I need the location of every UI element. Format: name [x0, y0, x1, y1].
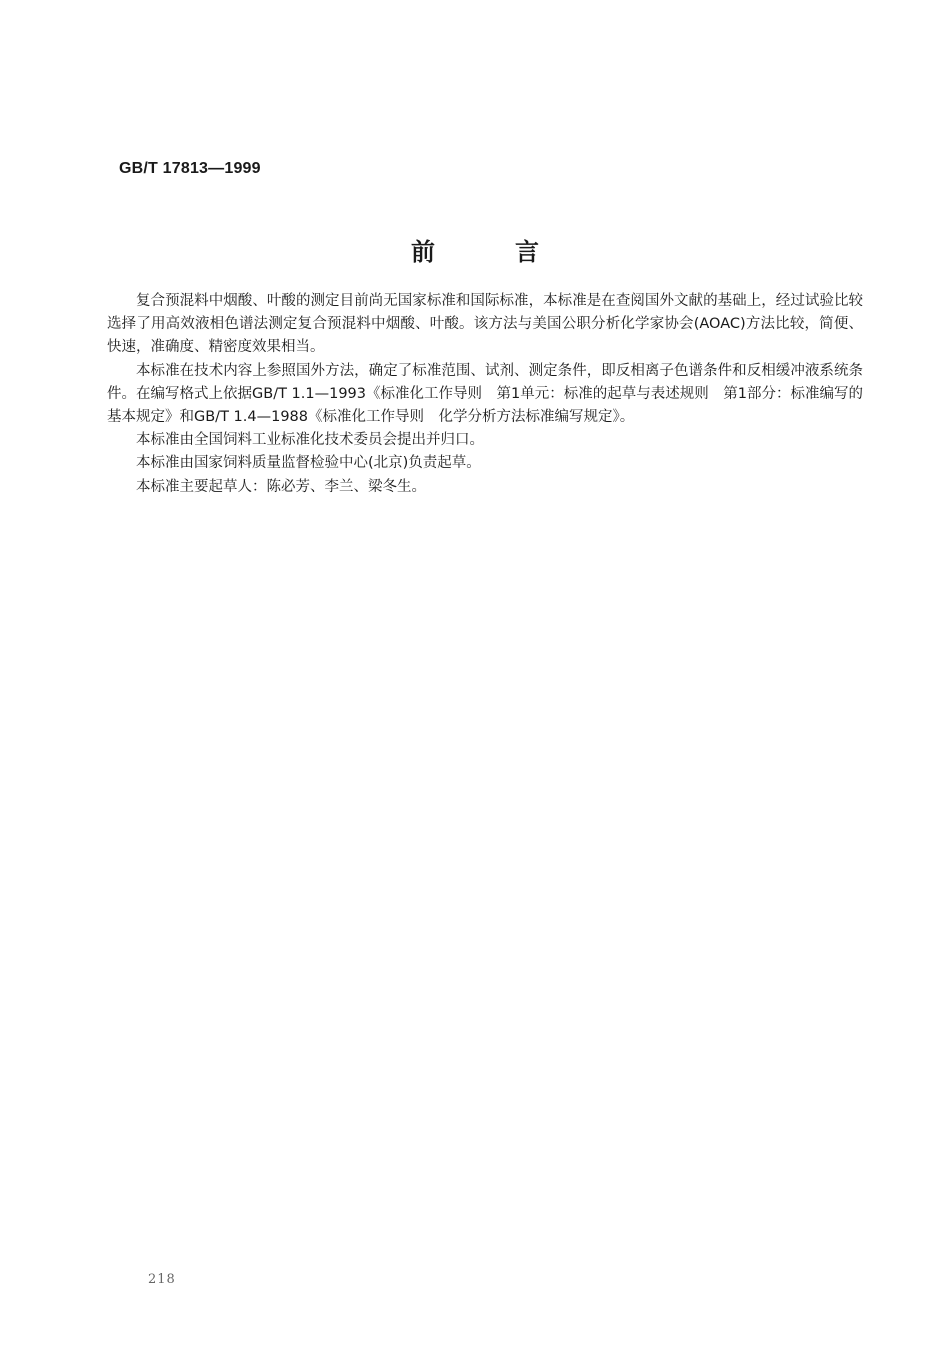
paragraph: 本标准在技术内容上参照国外方法，确定了标准范围、试剂、测定条件，即反相离子色谱条件和反相缓冲液系统条件。在编写格式上依据GB/T 1.1—1993《标准化工作导则 第1单元：标准的起草与表述规则 第1部分：标准编写的基本规定》和GB/T 1.4—1988《标准化工作导则 化学分析方法标准编写规定》。	[107, 362, 863, 426]
standard-code: GB/T 17813—1999	[119, 160, 261, 177]
paragraph: 复合预混料中烟酸、叶酸的测定目前尚无国家标准和国际标准，本标准是在查阅国外文献的基础上，经过试验比较选择了用高效液相色谱法测定复合预混料中烟酸、叶酸。该方法与美国公职分析化学家协会(AOAC)方法比较，简便、快速，准确度、精密度效果相当。	[107, 293, 863, 356]
paragraph: 本标准主要起草人：陈必芳、李兰、梁冬生。	[136, 478, 426, 495]
foreword-body	[107, 290, 863, 499]
paragraph: 本标准由全国饲料工业标准化技术委员会提出并归口。	[136, 432, 484, 449]
page-number: 218	[148, 1272, 176, 1287]
paragraph: 本标准由国家饲料质量监督检验中心(北京)负责起草。	[136, 455, 481, 472]
page-title: 前言	[411, 238, 619, 266]
